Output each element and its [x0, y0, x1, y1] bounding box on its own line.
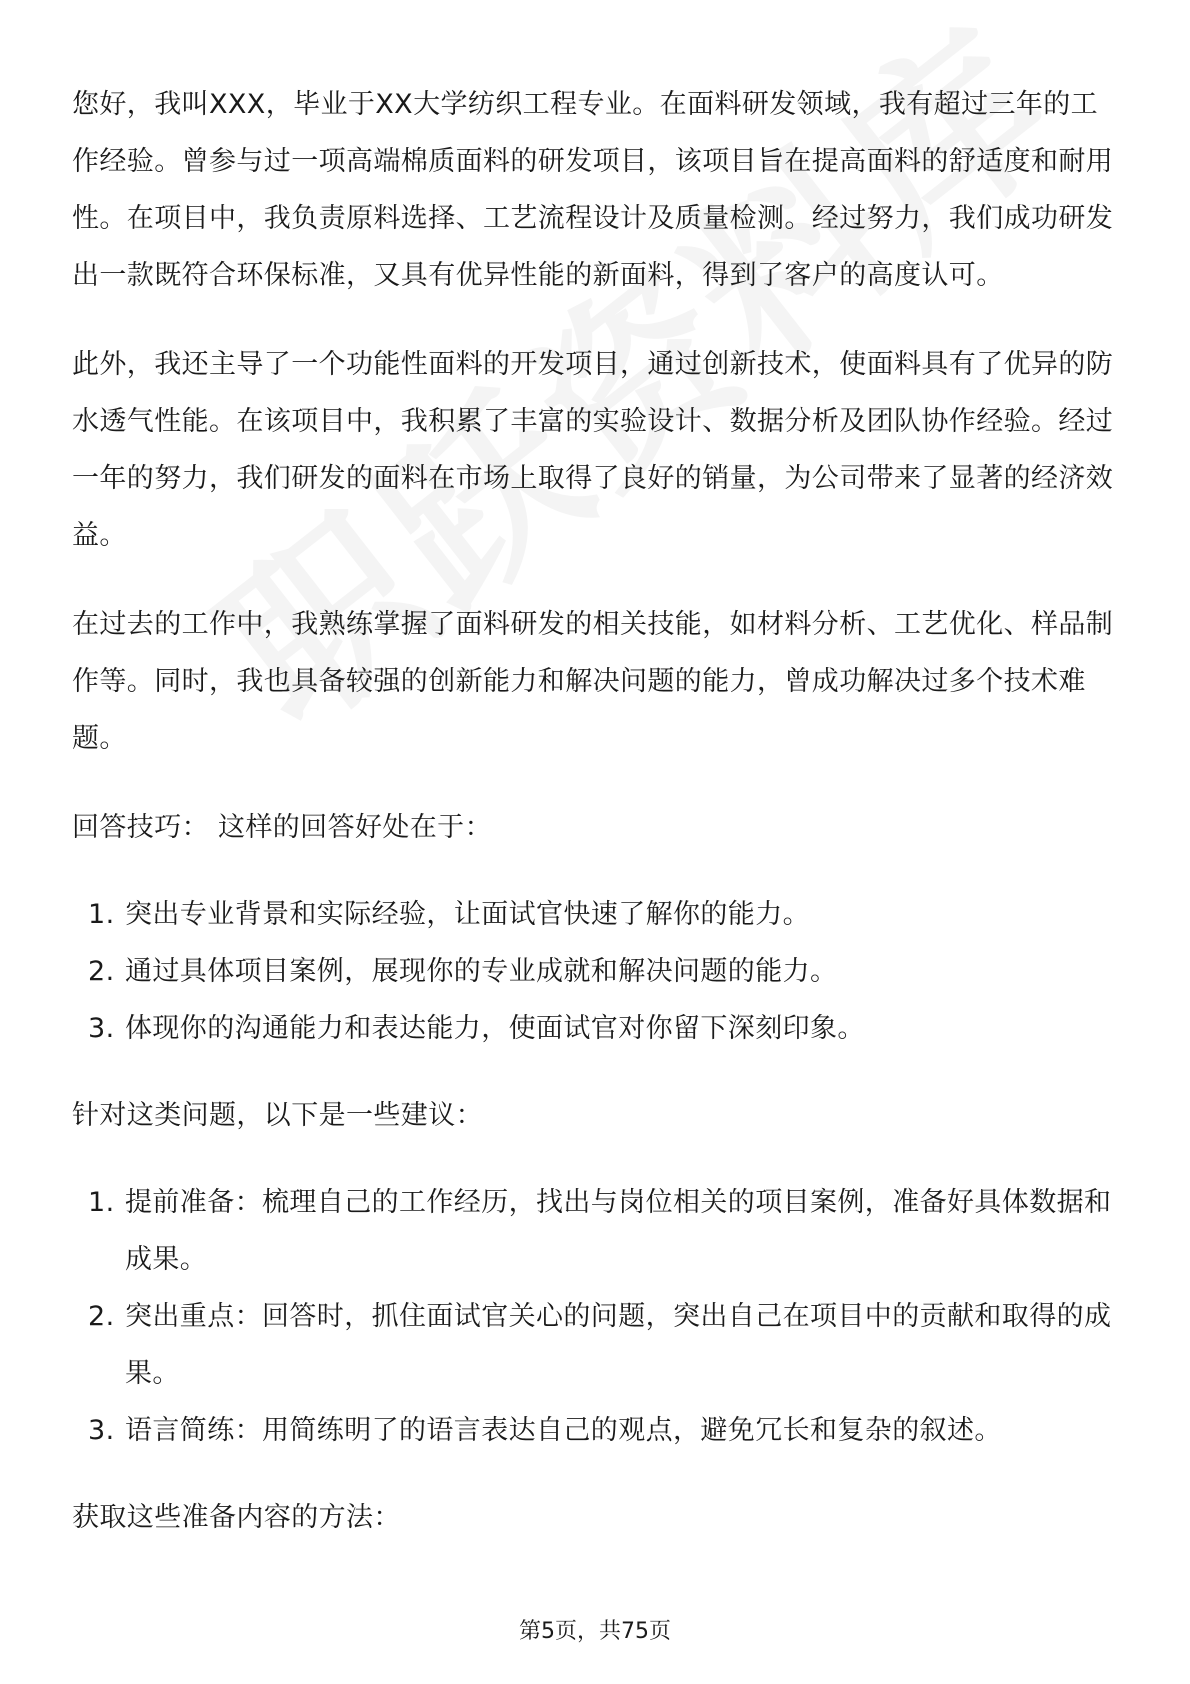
- list-item-text: 通过具体项目案例，展现你的专业成就和解决问题的能力。: [125, 956, 838, 987]
- list-item: [72, 886, 1122, 943]
- list-item-text: 突出重点：回答时，抓住面试官关心的问题，突出自己在项目中的贡献和取得的成果。: [125, 1301, 1112, 1389]
- list-number: 3.: [88, 1415, 115, 1446]
- list-item-text: 语言简练：用简练明了的语言表达自己的观点，避免冗长和复杂的叙述。: [125, 1415, 1002, 1446]
- list-item-text: 体现你的沟通能力和表达能力，使面试官对你留下深刻印象。: [125, 1013, 865, 1044]
- list-number: 2.: [88, 956, 115, 987]
- advice-heading: 针对这类问题，以下是一些建议：: [72, 1100, 483, 1131]
- list-number: 1.: [88, 1187, 115, 1218]
- page-footer: 第5页，共75页: [519, 1619, 671, 1644]
- list-item: [72, 1000, 1122, 1057]
- closing-heading: 获取这些准备内容的方法：: [72, 1502, 401, 1533]
- list-number: 2.: [88, 1301, 115, 1332]
- advice-list: [72, 1174, 1122, 1459]
- intro-paragraph: 您好，我叫XXX，毕业于XX大学纺织工程专业。在面料研发领域，我有超过三年的工作经验。曾参与过一项高端棉质面料的研发项目，该项目旨在提高面料的舒适度和耐用性。在项目中，我负责原料选择、工艺流程设计及质量检测。经过努力，我们成功研发出一款既符合环保标准，又具有优异性能的新面料，得到了客户的高度认可。: [72, 89, 1114, 291]
- tips-heading: 回答技巧： 这样的回答好处在于：: [72, 812, 492, 843]
- tips-list: [72, 886, 1122, 1057]
- project-paragraph: 此外，我还主导了一个功能性面料的开发项目，通过创新技术，使面料具有了优异的防水透气性能。在该项目中，我积累了丰富的实验设计、数据分析及团队协作经验。经过一年的努力，我们研发的面料在市场上取得了良好的销量，为公司带来了显著的经济效益。: [72, 349, 1114, 551]
- list-item: [72, 1288, 1122, 1402]
- list-item: [72, 943, 1122, 1000]
- list-number: 1.: [88, 899, 115, 930]
- list-item: [72, 1402, 1122, 1459]
- list-number: 3.: [88, 1013, 115, 1044]
- page-content: [72, 76, 1122, 1576]
- skills-paragraph: 在过去的工作中，我熟练掌握了面料研发的相关技能，如材料分析、工艺优化、样品制作等。同时，我也具备较强的创新能力和解决问题的能力，曾成功解决过多个技术难题。: [72, 609, 1114, 754]
- list-item-text: 提前准备：梳理自己的工作经历，找出与岗位相关的项目案例，准备好具体数据和成果。: [125, 1187, 1112, 1275]
- list-item-text: 突出专业背景和实际经验，让面试官快速了解你的能力。: [125, 899, 810, 930]
- list-item: [72, 1174, 1122, 1288]
